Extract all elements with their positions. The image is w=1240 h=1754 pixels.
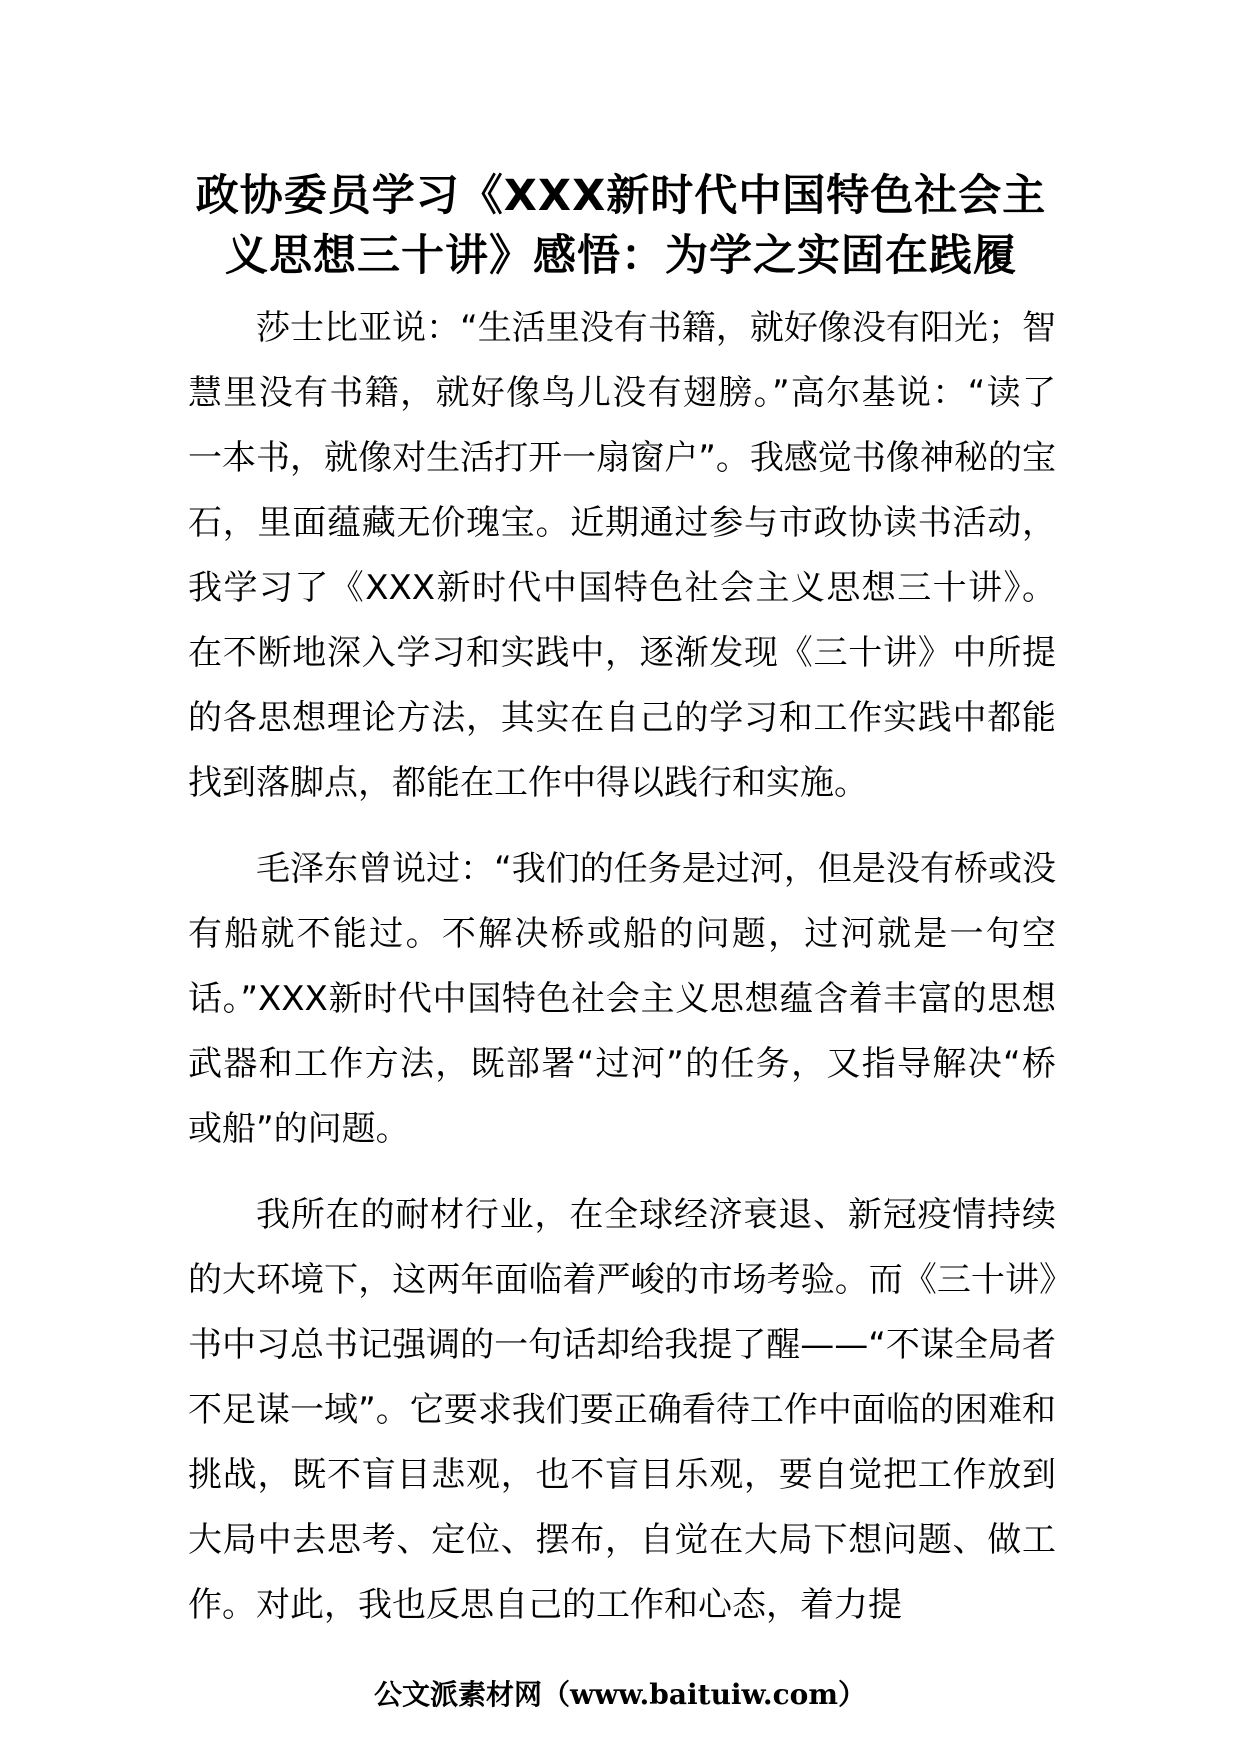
document-body (188, 296, 1056, 1659)
title-line-2: 义思想三十讲》感悟：为学之实固在践履 (225, 231, 1017, 281)
footer-watermark: 公文派素材网（www.baituiw.com） (374, 1678, 866, 1711)
paragraph-2: 毛泽东曾说过：“我们的任务是过河，但是没有桥或没有船就不能过。不解决桥或船的问题，过河就是一句空话。”XXX新时代中国特色社会主义思想蕴含着丰富的思想武器和工作方法，既部署“过河”的任务，又指导解决“桥或船”的问题。 (188, 849, 1056, 1149)
paragraph-3: 我所在的耐材行业，在全球经济衰退、新冠疫情持续的大环境下，这两年面临着严峻的市场考验。而《三十讲》书中习总书记强调的一句话却给我提了醒——“不谋全局者不足谋一域”。它要求我们要正确看待工作中面临的困难和挑战，既不盲目悲观，也不盲目乐观，要自觉把工作放到大局中去思考、定位、摆布，自觉在大局下想问题、做工作。对此，我也反思自己的工作和心态，着力提 (188, 1195, 1056, 1625)
document-title (186, 166, 1056, 286)
title-line-1: 政协委员学习《XXX新时代中国特色社会主 (195, 171, 1047, 221)
paragraph-1: 莎士比亚说：“生活里没有书籍，就好像没有阳光；智慧里没有书籍，就好像鸟儿没有翅膀。”高尔基说：“读了一本书，就像对生活打开一扇窗户”。我感觉书像神秘的宝石，里面蕴藏无价瑰宝。近期通过参与市政协读书活动，我学习了《XXX新时代中国特色社会主义思想三十讲》。在不断地深入学习和实践中，逐渐发现《三十讲》中所提的各思想理论方法，其实在自己的学习和工作实践中都能找到落脚点，都能在工作中得以践行和实施。 (188, 308, 1056, 803)
